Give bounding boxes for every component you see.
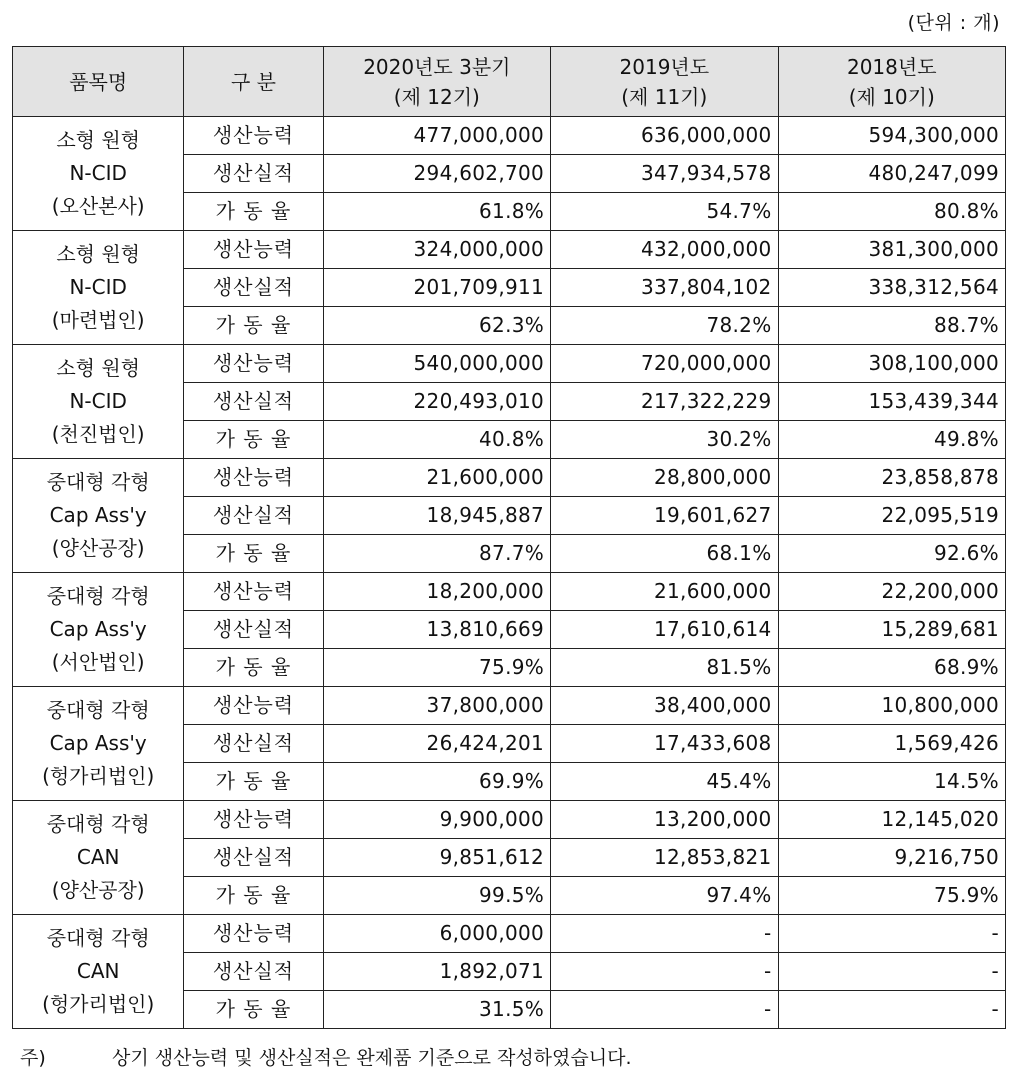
item-name-line: CAN (76, 845, 120, 869)
table-row (13, 117, 1006, 155)
value-cell: 30.2% (551, 421, 778, 459)
header-item: 품목명 (13, 47, 184, 117)
value-cell: 88.7% (778, 307, 1005, 345)
value-cell: 45.4% (551, 763, 778, 801)
value-cell: - (778, 953, 1005, 991)
value-cell: 308,100,000 (778, 345, 1005, 383)
value-cell: 338,312,564 (778, 269, 1005, 307)
value-cell: 1,569,426 (778, 725, 1005, 763)
value-cell: 62.3% (323, 307, 550, 345)
value-cell: 636,000,000 (551, 117, 778, 155)
header-category: 구 분 (184, 47, 323, 117)
value-cell: 87.7% (323, 535, 550, 573)
value-cell: 1,892,071 (323, 953, 550, 991)
footnote-text: 상기 생산능력 및 생산실적은 완제품 기준으로 작성하였습니다. (112, 1047, 632, 1069)
item-name-cell (13, 915, 184, 1029)
value-cell: 68.1% (551, 535, 778, 573)
category-cell: 생산능력 (184, 345, 323, 383)
item-name-cell (13, 801, 184, 915)
value-cell: 18,200,000 (323, 573, 550, 611)
footnote (20, 1043, 631, 1070)
category-cell: 가 동 율 (184, 421, 323, 459)
value-cell: 54.7% (551, 193, 778, 231)
category-cell: 생산실적 (184, 725, 323, 763)
value-cell: 337,804,102 (551, 269, 778, 307)
category-cell: 생산실적 (184, 269, 323, 307)
item-name-cell (13, 687, 184, 801)
category-cell: 생산실적 (184, 497, 323, 535)
item-name-cell (13, 573, 184, 687)
item-name-line: 중대형 각형 (46, 470, 150, 494)
value-cell: 31.5% (323, 991, 550, 1029)
header-period-line2: (제 12기) (393, 84, 480, 109)
footnote-label: 주) (20, 1047, 46, 1069)
value-cell: - (551, 953, 778, 991)
item-name-cell (13, 231, 184, 345)
category-cell: 가 동 율 (184, 991, 323, 1029)
item-name-line: 소형 원형 (56, 242, 140, 266)
value-cell: 37,800,000 (323, 687, 550, 725)
item-name-line: 중대형 각형 (46, 812, 150, 836)
unit-label: (단위 : 개) (907, 12, 1000, 34)
value-cell: 720,000,000 (551, 345, 778, 383)
value-cell: 480,247,099 (778, 155, 1005, 193)
table-row (13, 573, 1006, 611)
value-cell: 38,400,000 (551, 687, 778, 725)
value-cell: 9,851,612 (323, 839, 550, 877)
value-cell: 80.8% (778, 193, 1005, 231)
item-name-line: (헝가리법인) (42, 992, 155, 1016)
value-cell: 324,000,000 (323, 231, 550, 269)
table-row (13, 687, 1006, 725)
category-cell: 가 동 율 (184, 763, 323, 801)
category-cell: 생산능력 (184, 915, 323, 953)
item-name-line: Cap Ass'y (49, 503, 147, 527)
value-cell: 75.9% (323, 649, 550, 687)
table-row (13, 231, 1006, 269)
category-cell: 생산실적 (184, 953, 323, 991)
item-name-line: N-CID (69, 275, 127, 299)
value-cell: 153,439,344 (778, 383, 1005, 421)
header-period-line1: 2019년도 (619, 54, 710, 79)
value-cell: 19,601,627 (551, 497, 778, 535)
value-cell: 75.9% (778, 877, 1005, 915)
category-cell: 생산능력 (184, 459, 323, 497)
item-name-line: Cap Ass'y (49, 617, 147, 641)
value-cell: 201,709,911 (323, 269, 550, 307)
value-cell: 69.9% (323, 763, 550, 801)
value-cell: 12,145,020 (778, 801, 1005, 839)
header-period-line2: (제 10기) (848, 84, 935, 109)
value-cell: 594,300,000 (778, 117, 1005, 155)
value-cell: 49.8% (778, 421, 1005, 459)
value-cell: 6,000,000 (323, 915, 550, 953)
production-capacity-table (12, 46, 1006, 1029)
value-cell: 22,095,519 (778, 497, 1005, 535)
category-cell: 생산실적 (184, 383, 323, 421)
value-cell: 217,322,229 (551, 383, 778, 421)
item-name-line: (천진법인) (51, 422, 145, 446)
header-period-2020q3 (323, 47, 550, 117)
category-cell: 생산실적 (184, 839, 323, 877)
value-cell: 92.6% (778, 535, 1005, 573)
table-header-row (13, 47, 1006, 117)
value-cell: 381,300,000 (778, 231, 1005, 269)
value-cell: 81.5% (551, 649, 778, 687)
item-name-line: Cap Ass'y (49, 731, 147, 755)
value-cell: 22,200,000 (778, 573, 1005, 611)
table-row (13, 459, 1006, 497)
value-cell: - (778, 991, 1005, 1029)
item-name-cell (13, 345, 184, 459)
value-cell: 97.4% (551, 877, 778, 915)
category-cell: 가 동 율 (184, 535, 323, 573)
item-name-line: 소형 원형 (56, 128, 140, 152)
category-cell: 가 동 율 (184, 877, 323, 915)
category-cell: 생산능력 (184, 801, 323, 839)
header-period-line2: (제 11기) (621, 84, 708, 109)
value-cell: 18,945,887 (323, 497, 550, 535)
value-cell: 13,810,669 (323, 611, 550, 649)
category-cell: 생산능력 (184, 687, 323, 725)
header-period-2019 (551, 47, 778, 117)
item-name-line: 중대형 각형 (46, 926, 150, 950)
category-cell: 가 동 율 (184, 307, 323, 345)
item-name-cell (13, 117, 184, 231)
category-cell: 생산실적 (184, 611, 323, 649)
item-name-line: CAN (76, 959, 120, 983)
item-name-line: (헝가리법인) (42, 764, 155, 788)
item-name-line: 소형 원형 (56, 356, 140, 380)
value-cell: 26,424,201 (323, 725, 550, 763)
item-name-line: 중대형 각형 (46, 698, 150, 722)
header-period-2018 (778, 47, 1005, 117)
item-name-line: (오산본사) (51, 194, 145, 218)
value-cell: 12,853,821 (551, 839, 778, 877)
value-cell: 21,600,000 (551, 573, 778, 611)
value-cell: 99.5% (323, 877, 550, 915)
value-cell: 21,600,000 (323, 459, 550, 497)
value-cell: 347,934,578 (551, 155, 778, 193)
value-cell: 10,800,000 (778, 687, 1005, 725)
category-cell: 생산능력 (184, 231, 323, 269)
item-name-line: 중대형 각형 (46, 584, 150, 608)
value-cell: - (778, 915, 1005, 953)
item-name-line: (양산공장) (51, 878, 145, 902)
value-cell: 9,216,750 (778, 839, 1005, 877)
value-cell: - (551, 915, 778, 953)
value-cell: 23,858,878 (778, 459, 1005, 497)
value-cell: 61.8% (323, 193, 550, 231)
table-row (13, 801, 1006, 839)
header-period-line1: 2020년도 3분기 (363, 54, 511, 79)
table-row (13, 345, 1006, 383)
item-name-line: N-CID (69, 161, 127, 185)
value-cell: 294,602,700 (323, 155, 550, 193)
value-cell: 15,289,681 (778, 611, 1005, 649)
value-cell: 78.2% (551, 307, 778, 345)
table-body (13, 117, 1006, 1029)
table-row (13, 915, 1006, 953)
value-cell: - (551, 991, 778, 1029)
item-name-line: (양산공장) (51, 536, 145, 560)
value-cell: 9,900,000 (323, 801, 550, 839)
category-cell: 생산실적 (184, 155, 323, 193)
category-cell: 가 동 율 (184, 193, 323, 231)
value-cell: 28,800,000 (551, 459, 778, 497)
value-cell: 477,000,000 (323, 117, 550, 155)
category-cell: 생산능력 (184, 573, 323, 611)
value-cell: 432,000,000 (551, 231, 778, 269)
item-name-line: (서안법인) (51, 650, 145, 674)
value-cell: 220,493,010 (323, 383, 550, 421)
value-cell: 17,610,614 (551, 611, 778, 649)
value-cell: 540,000,000 (323, 345, 550, 383)
header-period-line1: 2018년도 (846, 54, 937, 79)
item-name-line: N-CID (69, 389, 127, 413)
value-cell: 14.5% (778, 763, 1005, 801)
category-cell: 가 동 율 (184, 649, 323, 687)
item-name-line: (마련법인) (51, 308, 145, 332)
value-cell: 13,200,000 (551, 801, 778, 839)
value-cell: 40.8% (323, 421, 550, 459)
category-cell: 생산능력 (184, 117, 323, 155)
item-name-cell (13, 459, 184, 573)
value-cell: 17,433,608 (551, 725, 778, 763)
value-cell: 68.9% (778, 649, 1005, 687)
